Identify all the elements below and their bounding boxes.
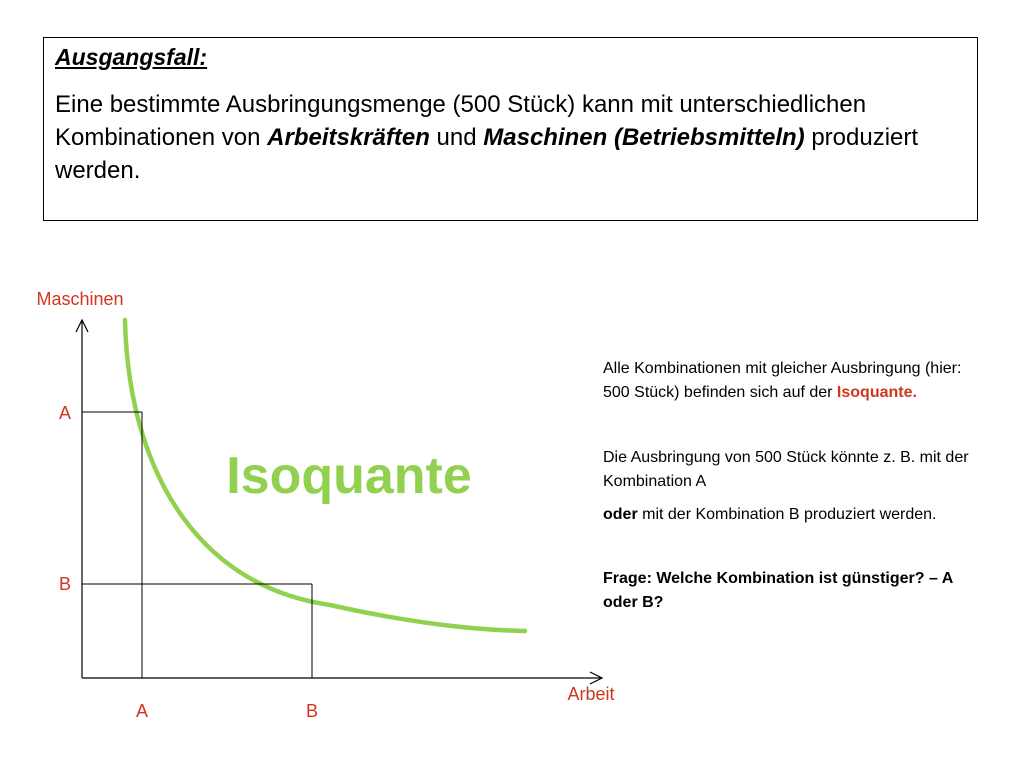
side-text-2 bbox=[603, 446, 983, 494]
x-label-b: B bbox=[305, 701, 319, 721]
intro-box bbox=[43, 37, 978, 221]
box-text-1: Eine bestimmte Ausbringungsmenge (500 Stück) kann mit unterschiedlichen Kombinationen von bbox=[55, 91, 867, 151]
box-bold-maschinen: Maschinen (Betriebsmitteln) bbox=[483, 124, 805, 151]
y-label-a: A bbox=[58, 403, 72, 423]
side-text-4 bbox=[603, 567, 983, 615]
box-text bbox=[55, 88, 966, 187]
side-p4: Frage: Welche Kombination ist günstiger? – A oder B? bbox=[603, 570, 953, 611]
box-title: Ausgangsfall: bbox=[55, 44, 208, 70]
side-p3-bold: oder bbox=[603, 506, 638, 523]
x-label-a: A bbox=[135, 701, 149, 721]
side-p1-highlight: Isoquante. bbox=[836, 384, 917, 401]
y-axis-label: Maschinen bbox=[36, 289, 124, 309]
y-label-b: B bbox=[58, 574, 72, 594]
isoquant-diagram bbox=[0, 270, 640, 730]
isoquant-label: Isoquante bbox=[226, 447, 472, 505]
side-p1: Alle Kombinationen mit gleicher Ausbringung (hier: 500 Stück) befinden sich auf der bbox=[603, 360, 962, 401]
box-bold-arbeitskraefte: Arbeitskräften bbox=[267, 124, 430, 151]
side-text-1 bbox=[603, 357, 983, 405]
side-text-3 bbox=[603, 503, 983, 527]
box-text-2: und bbox=[429, 124, 484, 151]
side-p3: mit der Kombination B produziert werden. bbox=[637, 506, 937, 523]
side-p2: Die Ausbringung von 500 Stück könnte z. B. mit der Kombination A bbox=[603, 449, 969, 490]
box-text-3: produziert werden. bbox=[55, 124, 919, 184]
x-axis-label: Arbeit bbox=[567, 684, 615, 704]
